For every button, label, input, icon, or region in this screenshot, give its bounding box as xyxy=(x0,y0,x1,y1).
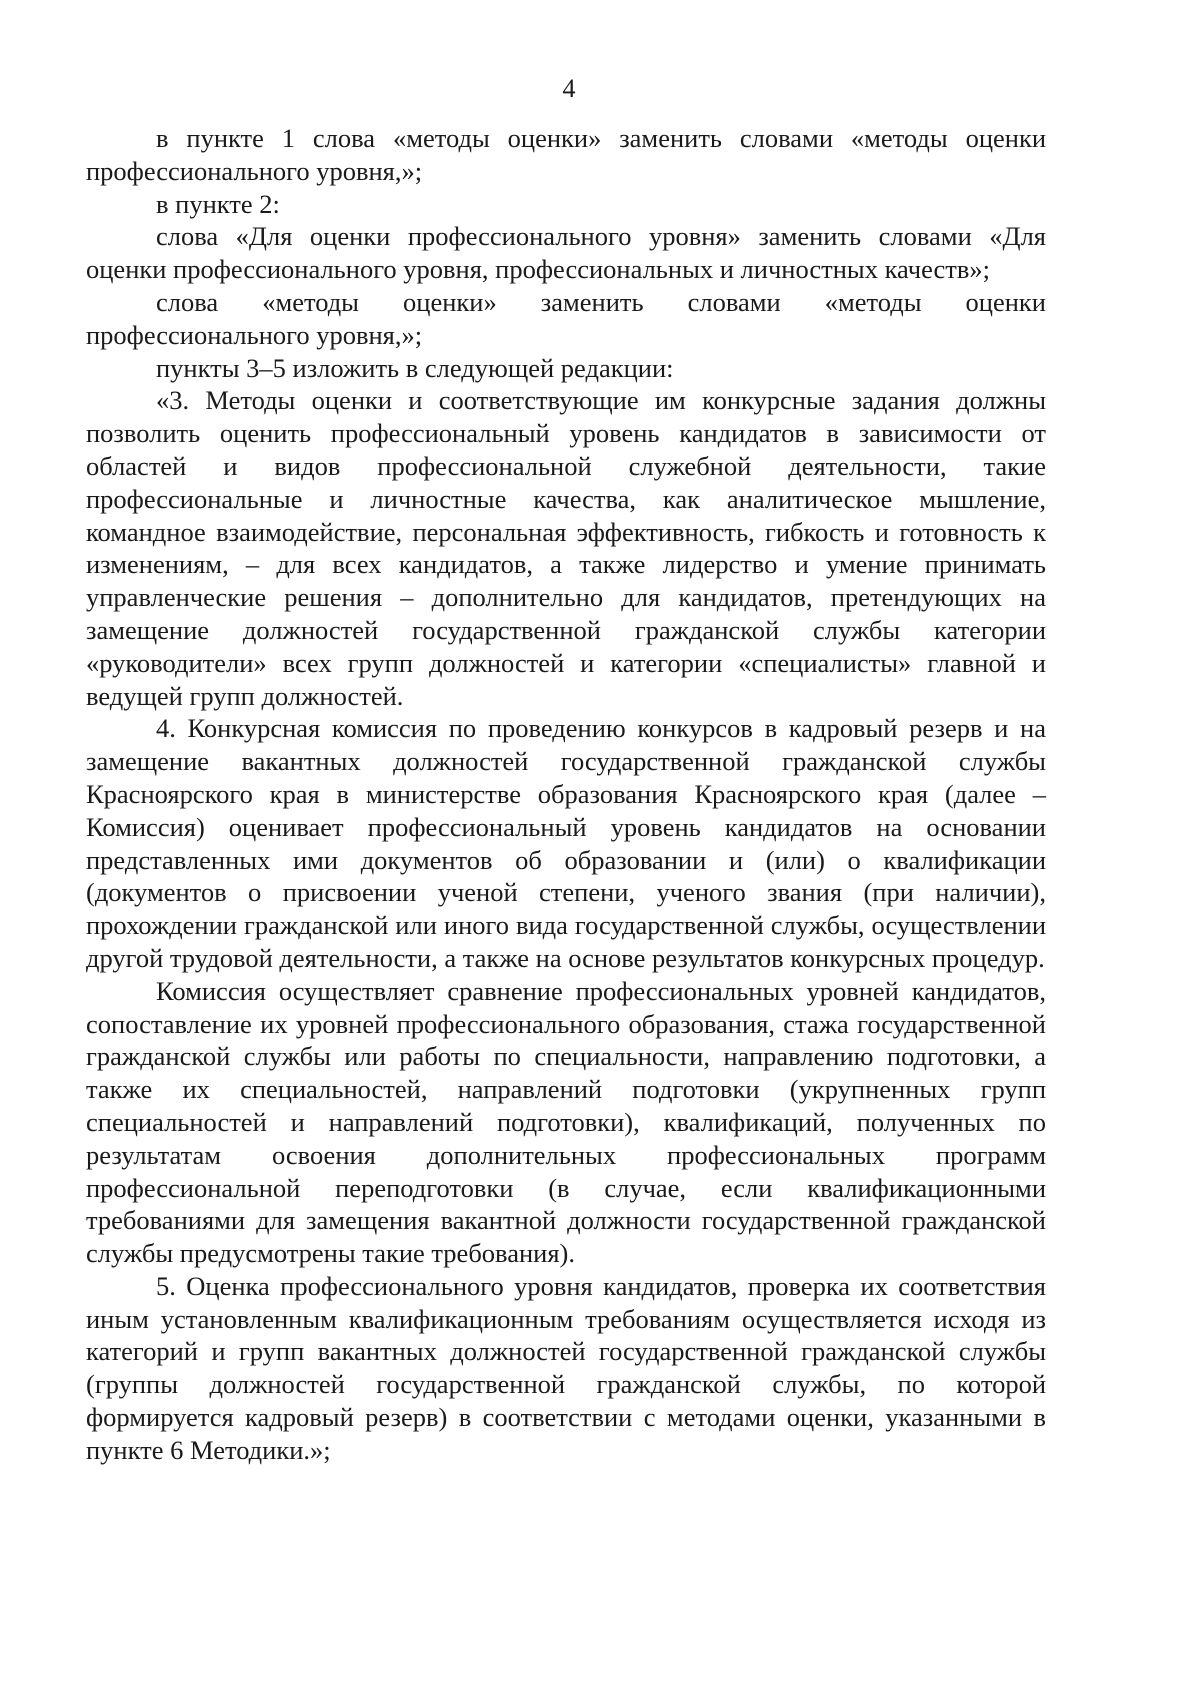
paragraph-amend-point-2-words-1: слова «Для оценки профессионального уровня» заменить словами «Для оценки профессионального уровня, профессиональных и личностных качеств»; xyxy=(86,221,1046,285)
paragraph-point-2-heading: в пункте 2: xyxy=(156,188,280,219)
page-number: 4 xyxy=(562,74,576,103)
document-body xyxy=(86,122,1046,1467)
paragraph-new-point-5: 5. Оценка профессионального уровня кандидатов, проверка их соответствия иным установленным квалификационным требованиям осуществляется исходя из категорий и групп вакантных должностей государственной гражданской службы (группы должностей государственной гражданской службы, по которой формируется кадровый резерв) в соответствии с методами оценки, указанными в пункте 6 Методики.»; xyxy=(86,1270,1046,1465)
paragraph-amend-point-1: в пункте 1 слова «методы оценки» заменить словами «методы оценки профессионального уровня,»; xyxy=(86,123,1046,186)
paragraph-amend-point-2-words-2: слова «методы оценки» заменить словами «методы оценки профессионального уровня,»; xyxy=(86,286,1046,350)
paragraph-commission-comparison: Комиссия осуществляет сравнение профессиональных уровней кандидатов, сопоставление их уровней профессионального образования, стажа государственной гражданской службы или работы по специальности, направлению подготовки, а также их специальностей, направлений подготовки (укрупненных групп специальностей и направлений подготовки), квалификаций, полученных по результатам освоения дополнительных профессиональных программ профессиональной переподготовки (в случае, если квалификационными требованиями для замещения вакантной должности государственной гражданской службы предусмотрены такие требования). xyxy=(86,975,1046,1269)
paragraph-new-point-3: «3. Методы оценки и соответствующие им конкурсные задания должны позволить оценить профессиональный уровень кандидатов в зависимости от областей и видов профессиональной служебной деятельности, такие профессиональные и личностные качества, как аналитическое мышление, командное взаимодействие, персональная эффективность, гибкость и готовность к изменениям, – для всех кандидатов, а также лидерство и умение принимать управленческие решения – дополнительно для кандидатов, претендующих на замещение должностей государственной гражданской службы категории «руководители» всех групп должностей и категории «специалисты» главной и ведущей групп должностей. xyxy=(86,385,1046,711)
paragraph-points-3-5-heading: пункты 3–5 изложить в следующей редакции: xyxy=(156,352,674,383)
paragraph-new-point-4: 4. Конкурсная комиссия по проведению конкурсов в кадровый резерв и на замещение вакантных должностей государственной гражданской службы Красноярского края в министерстве образования Красноярского края (далее – Комиссия) оценивает профессиональный уровень кандидатов на основании представленных ими документов об образовании и (или) о квалификации (документов о присвоении ученой степени, ученого звания (при наличии), прохождении гражданской или иного вида государственной службы, осуществлении другой трудовой деятельности, а также на основе результатов конкурсных процедур. xyxy=(86,713,1046,973)
